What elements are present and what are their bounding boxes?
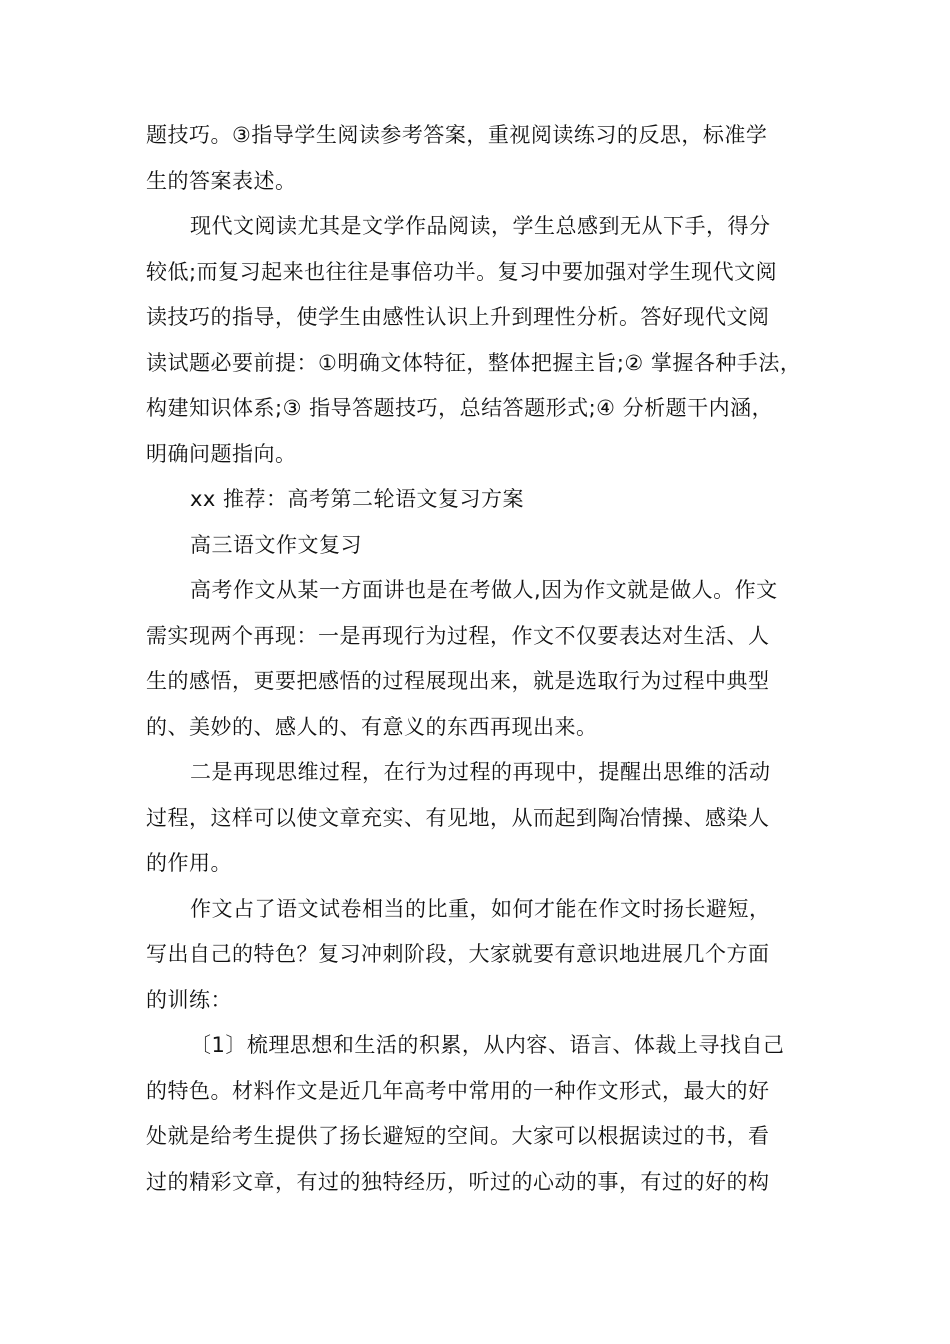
section-heading: xx 推荐：高考第二轮语文复习方案 <box>190 487 525 511</box>
text-line: 构建知识体系;③ 指导答题技巧，总结答题形式;④ 分析题干内涵， <box>146 396 774 420</box>
text-line: 的训练： <box>146 988 232 1012</box>
text-line: 〔1〕梳理思想和生活的积累，从内容、语言、体裁上寻找自己 <box>190 1033 785 1057</box>
text-line: 读技巧的指导，使学生由感性认识上升到理性分析。答好现代文阅 <box>146 305 770 329</box>
text-line: 处就是给考生提供了扬长避短的空间。大家可以根据读过的书，看 <box>146 1124 770 1148</box>
text-line: 生的感悟，更要把感悟的过程展现出来，就是选取行为过程中典型 <box>146 669 770 693</box>
text-line: 的作用。 <box>146 851 232 875</box>
text-line: 的、美妙的、感人的、有意义的东西再现出来。 <box>146 715 598 739</box>
text-line: 生的答案表述。 <box>146 169 297 193</box>
text-line: 作文占了语文试卷相当的比重，如何才能在作文时扬长避短， <box>190 897 771 921</box>
text-line: 题技巧。③指导学生阅读参考答案，重视阅读练习的反思，标准学 <box>146 123 768 147</box>
text-line: 明确问题指向。 <box>146 442 297 466</box>
text-line: 高考作文从某一方面讲也是在考做人,因为作文就是做人。作文 <box>190 578 778 602</box>
section-heading: 高三语文作文复习 <box>190 533 362 557</box>
text-line: 需实现两个再现：一是再现行为过程，作文不仅要表达对生活、人 <box>146 624 770 648</box>
text-line: 过的精彩文章，有过的独特经历，听过的心动的事，有过的好的构 <box>146 1170 770 1194</box>
text-line: 较低;而复习起来也往往是事倍功半。复习中要加强对学生现代文阅 <box>146 260 778 284</box>
text-line: 读试题必要前提：①明确文体特征，整体把握主旨;② 掌握各种手法， <box>146 351 802 375</box>
text-line: 现代文阅读尤其是文学作品阅读，学生总感到无从下手，得分 <box>190 214 771 238</box>
text-line: 的特色。材料作文是近几年高考中常用的一种作文形式，最大的好 <box>146 1079 770 1103</box>
text-line: 写出自己的特色？复习冲刺阶段，大家就要有意识地进展几个方面 <box>146 942 770 966</box>
text-line: 过程，这样可以使文章充实、有见地，从而起到陶冶情操、感染人 <box>146 806 770 830</box>
text-line: 二是再现思维过程，在行为过程的再现中，提醒出思维的活动 <box>190 760 771 784</box>
